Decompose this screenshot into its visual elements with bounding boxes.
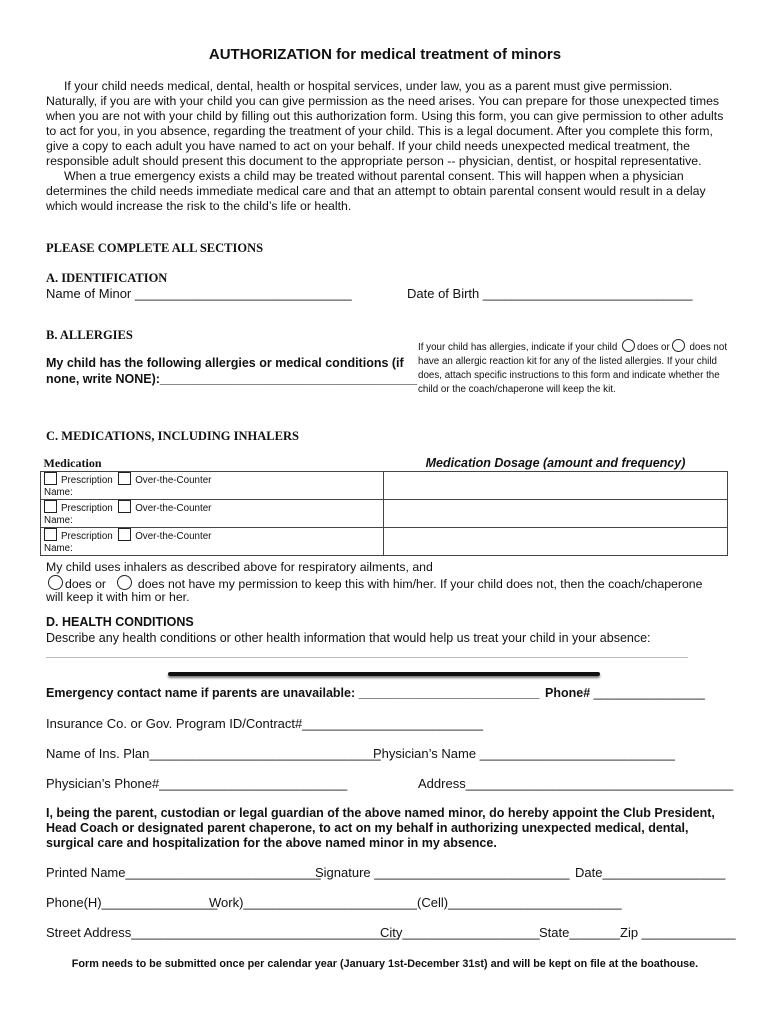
inhaler-does-not-radio[interactable] <box>117 575 132 590</box>
emergency-contact-field[interactable]: Emergency contact name if parents are unavailable: __________________________ <box>46 686 540 700</box>
medication-cell <box>41 472 384 500</box>
date-field[interactable]: Date_________________ <box>575 865 726 880</box>
medication-name-label: Name: <box>44 487 73 498</box>
work-phone-field[interactable]: Work)________________________ <box>209 895 417 910</box>
physician-address-field[interactable]: Address_____________________________________ <box>418 776 734 791</box>
inhaler-does-label: does or <box>65 577 107 591</box>
state-field[interactable]: State_______ <box>539 925 620 940</box>
allergies-field[interactable]: none, write NONE):_____________________________________ <box>46 372 418 386</box>
inhaler-line-3: will keep it with him or her. <box>46 590 190 604</box>
otc-checkbox[interactable] <box>118 528 131 541</box>
name-of-minor-field[interactable]: Name of Minor ______________________________ <box>46 286 352 301</box>
identification-heading: A. IDENTIFICATION <box>46 271 168 285</box>
page-title: AUTHORIZATION for medical treatment of minors <box>208 46 562 63</box>
inhaler-permission-line <box>46 575 703 591</box>
otc-label: Over-the-Counter <box>135 503 212 514</box>
emergency-phone-field[interactable] <box>545 686 705 700</box>
medications-heading: C. MEDICATIONS, INCLUDING INHALERS <box>46 429 299 443</box>
prescription-checkbox[interactable] <box>44 528 57 541</box>
otc-checkbox[interactable] <box>118 500 131 513</box>
city-field[interactable]: City___________________ <box>380 925 540 940</box>
otc-checkbox[interactable] <box>118 472 131 485</box>
medication-row-3 <box>41 528 728 556</box>
street-address-field[interactable]: Street Address_____________________________________ <box>46 925 399 940</box>
medication-cell <box>41 528 384 556</box>
medication-cell <box>41 500 384 528</box>
signature-field[interactable]: Signature ___________________________ <box>315 865 570 880</box>
insurance-field[interactable]: Insurance Co. or Gov. Program ID/Contract#_________________________ <box>46 716 483 731</box>
allergy-note-text-b: does not have an allergic reaction kit for any of the listed allergies. If your child does, attach specific instructions to this form and indicate whether the child or the coach/chaperone will keep the kit. <box>418 342 728 395</box>
consent-statement: I, being the parent, custodian or legal guardian of the above named minor, do hereby appoint the Club President, Head Coach or designated parent chaperone, to act on my behalf in authorizing unexpected medical, dental, surgical care and hospitalization for the above named minor in my absence. <box>46 806 715 850</box>
otc-label: Over-the-Counter <box>135 531 212 542</box>
allergy-note-text-a: If your child has allergies, indicate if your child <box>418 342 618 353</box>
medication-column-header <box>41 457 384 472</box>
prescription-checkbox[interactable] <box>44 500 57 513</box>
physician-phone-field[interactable]: Physician’s Phone#__________________________ <box>46 776 348 791</box>
health-heading: D. HEALTH CONDITIONS <box>46 615 194 629</box>
zip-field[interactable]: Zip _____________ <box>620 925 736 940</box>
medication-name-label: Name: <box>44 515 73 526</box>
printed-name-field[interactable]: Printed Name___________________________ <box>46 865 321 880</box>
footer-note: Form needs to be submitted once per calendar year (January 1st-December 31st) and will be kept on file at the boathouse. <box>71 958 699 970</box>
intro-paragraph-2: When a true emergency exists a child may be treated without parental consent. This will happen when a physician determines the child needs immediate medical care and that an attempt to obtain parental consent would result in a delay which would increase the risk to the child’s life or health. <box>46 169 706 213</box>
insurance-plan-field[interactable]: Name of Ins. Plan________________________________ <box>46 746 381 761</box>
inhaler-does-radio[interactable] <box>48 575 63 590</box>
please-complete-heading: PLEASE COMPLETE ALL SECTIONS <box>46 241 264 255</box>
allergy-kit-does-not-radio[interactable] <box>672 339 685 352</box>
health-answer-line[interactable] <box>46 657 688 658</box>
date-of-birth-field[interactable]: Date of Birth _____________________________ <box>407 286 693 301</box>
dosage-header-label: Medication Dosage (amount and frequency) <box>425 456 686 470</box>
emergency-phone-line: ________________ <box>590 686 705 700</box>
prescription-checkbox[interactable] <box>44 472 57 485</box>
allergy-note-does: does or <box>637 342 670 353</box>
emergency-phone-label: Phone# <box>545 686 591 700</box>
medication-header-label: Medication <box>43 456 102 470</box>
section-divider <box>168 672 600 676</box>
home-phone-field[interactable]: Phone(H)________________ <box>46 895 218 910</box>
dosage-column-header <box>384 457 728 472</box>
allergies-line-1: My child has the following allergies or medical conditions (if <box>46 356 404 370</box>
inhaler-line-1: My child uses inhalers as described above for respiratory ailments, and <box>46 560 433 574</box>
dosage-cell[interactable] <box>384 472 728 500</box>
physician-name-field[interactable]: Physician’s Name ___________________________ <box>373 746 675 761</box>
intro-paragraph-1: If your child needs medical, dental, health or hospital services, under law, you as a parent must give permission. Naturally, if you are with your child you can give permission as the need arises. You can prepare for those unexpected times when you are not with your child by filling out this authorization form. Using this form, you can give permission to other adults to act for you, in you absence, regarding the treatment of your child. This is a legal document. After you complete this form, give a copy to each adult you have named to act on your behalf. If your child needs unexpected medical treatment, the responsible adult should present this document to the appropriate person -- physician, dentist, or hospital representative. <box>46 79 724 168</box>
prescription-label: Prescription <box>61 475 113 486</box>
inhaler-line-2: does not have my permission to keep this with him/her. If your child does not, then the coach/chaperone <box>137 577 703 591</box>
intro-text <box>46 79 726 214</box>
medication-name-label: Name: <box>44 543 73 554</box>
medication-row-2 <box>41 500 728 528</box>
cell-phone-field[interactable]: (Cell)________________________ <box>417 895 622 910</box>
dosage-cell[interactable] <box>384 500 728 528</box>
prescription-label: Prescription <box>61 503 113 514</box>
allergy-kit-does-radio[interactable] <box>622 339 635 352</box>
allergies-heading: B. ALLERGIES <box>46 328 133 342</box>
medication-row-1 <box>41 472 728 500</box>
allergy-kit-note <box>418 339 738 397</box>
prescription-label: Prescription <box>61 531 113 542</box>
dosage-cell[interactable] <box>384 528 728 556</box>
medications-table <box>40 457 728 556</box>
medications-header-row <box>41 457 728 472</box>
health-description: Describe any health conditions or other health information that would help us treat your child in your absence: <box>46 631 651 645</box>
otc-label: Over-the-Counter <box>135 475 212 486</box>
